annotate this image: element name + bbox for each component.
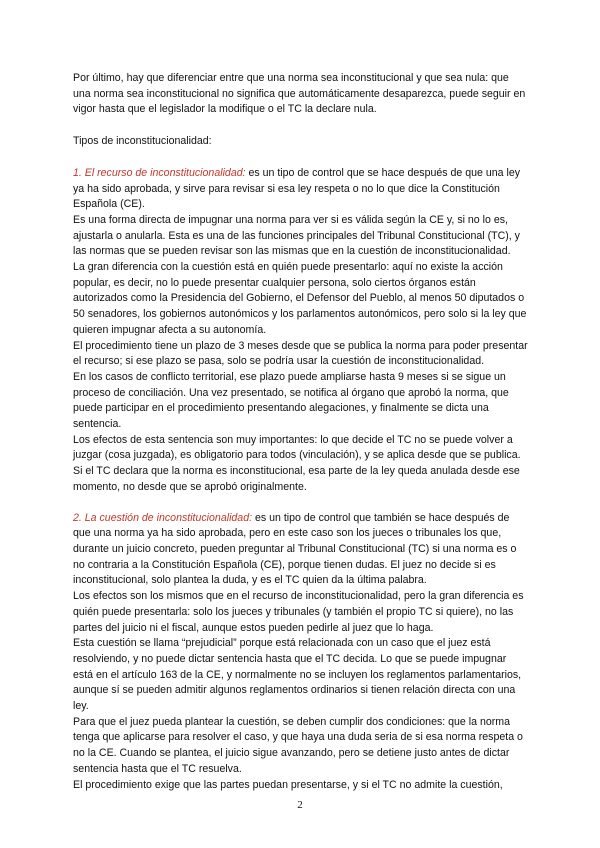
document-body bbox=[73, 71, 528, 793]
section1-paragraph: Es una forma directa de impugnar una norma para ver si es válida según la CE y, si no lo es, ajustarla o anularla. Esta es una de las funciones principales del Tribunal Constitucional (TC), y las normas que se pueden revisar son las mismas que en la cuestión de inconstitucionalidad. bbox=[73, 213, 520, 258]
section2-lead-paragraph bbox=[73, 511, 528, 590]
section1-paragraph: Los efectos de esta sentencia son muy importantes: lo que decide el TC no se puede volver a juzgar (cosa juzgada), es obligatorio para todos (vinculación), y se aplica desde que se publica. Si el TC declara que la norma es inconstitucional, esa parte de la ley queda anulada desde ese momento, no desde que se aprobó originalmente. bbox=[73, 433, 521, 493]
section1-title: 1. El recurso de inconstitucionalidad: bbox=[73, 166, 246, 179]
section1-paragraph: La gran diferencia con la cuestión está en quién puede presentarlo: aquí no existe la acción popular, es decir, no lo puede presentar cualquier persona, solo ciertos órganos están autorizados como la Presidencia del Gobierno, el Defensor del Pueblo, al menos 50 diputados o 50 senadores, los gobiernos autonómicos y los parlamentos autonómicos, pero solo si la ley que quieren impugnar afecta a su autonomía. bbox=[73, 261, 527, 336]
section1-lead-paragraph bbox=[73, 166, 528, 213]
section2-paragraph: Esta cuestión se llama “prejudicial” porque está relacionada con un caso que el juez está resolviendo, y no puede dictar sentencia hasta que el TC decida. Lo que se puede impugnar está en el artículo 163 de la CE, y normalmente no se incluyen los reglamentos parlamentarios, aunque sí se pueden admitir algunos reglamentos ordinarios si tienen relación directa con una ley. bbox=[73, 637, 522, 713]
section1-paragraph: En los casos de conflicto territorial, ese plazo puede ampliarse hasta 9 meses si se sigue un proceso de conciliación. Una vez presentado, se notifica al órgano que aprobó la norma, que puede participar en el procedimiento presentando alegaciones, y finalmente se dicta una sentencia. bbox=[73, 370, 509, 431]
types-heading: Tipos de inconstitucionalidad: bbox=[73, 135, 212, 148]
section2-paragraph: Los efectos son los mismos que en el recurso de inconstitucionalidad, pero la gran diferencia es quién puede presentarla: solo los jueces y tribunales (y también el propio TC si quiere), no las partes del juicio ni el fiscal, aunque estos pueden pedirle al juez que lo haga. bbox=[73, 590, 524, 634]
section1-paragraph: El procedimiento tiene un plazo de 3 meses desde que se publica la norma para poder presentar el recurso; si ese plazo se pasa, solo se podría usar la cuestión de inconstitucionalidad. bbox=[73, 339, 528, 368]
section2-lead: es un tipo de control que también se hace después de que una norma ya ha sido aprobada, pero en este caso son los jueces o tribunales los que, durante un juicio concreto, pueden preguntar al Tribunal Constitucional (TC) si una norma es o no contraria a la Constitución Española (CE), porque tienen dudas. El juez no decide si es inconstitucional, solo plantea la duda, y es el TC quien da la última palabra. bbox=[73, 511, 517, 587]
intro-paragraph: Por último, hay que diferenciar entre que una norma sea inconstitucional y que sea nula: que una norma sea inconstitucional no significa que automáticamente desaparezca, puede seguir en vigor hasta que el legislador la modifique o el TC la declare nula. bbox=[73, 72, 526, 116]
section2-paragraph: Para que el juez pueda plantear la cuestión, se deben cumplir dos condiciones: que la norma tenga que aplicarse para resolver el caso, y que haya una duda seria de si esa norma respeta o no la CE. Cuando se plantea, el juicio sigue avanzando, pero se detiene justo antes de dictar sentencia hasta que el TC resuelva. bbox=[73, 715, 523, 775]
section1-lead: es un tipo de control que se hace después de que una ley ya ha sido aprobada, y sirve para revisar si esa ley respeta o no lo que dice la Constitución Española (CE). bbox=[73, 166, 521, 211]
section2-paragraph: El procedimiento exige que las partes puedan presentarse, y si el TC no admite la cuestión, bbox=[73, 778, 503, 791]
section2-title: 2. La cuestión de inconstitucionalidad: bbox=[73, 511, 253, 524]
page-number: 2 bbox=[297, 799, 303, 811]
